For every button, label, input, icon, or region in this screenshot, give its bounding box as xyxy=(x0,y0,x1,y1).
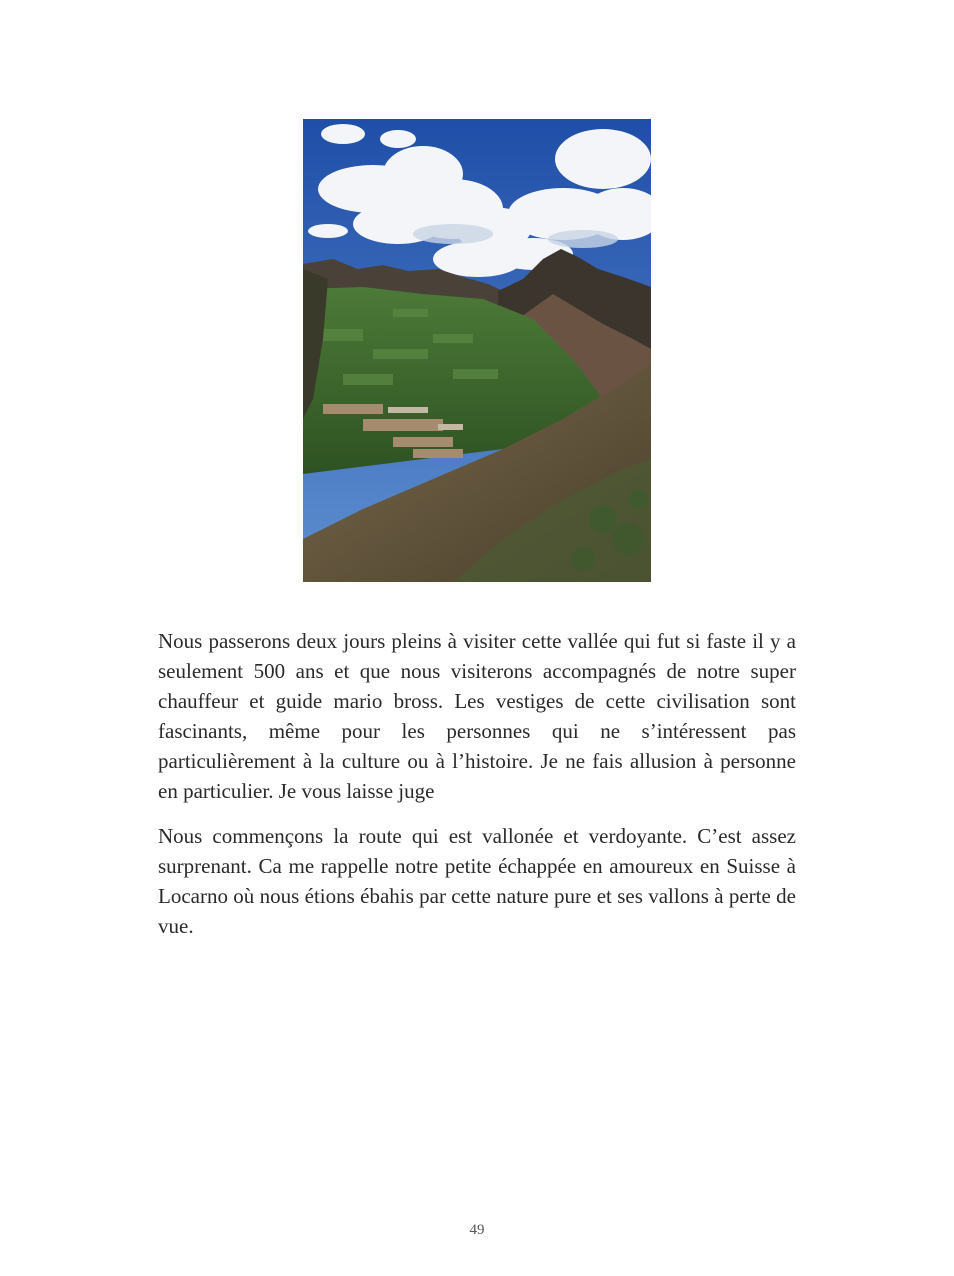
paragraph-1: Nous passerons deux jours pleins à visiter cette vallée qui fut si faste il y a seulement 500 ans et que nous visiterons accompagnés de notre super chauffeur et guide mario bross. Les vestiges de cette civilisation sont fascinants, même pour les personnes qui ne s’intéressent pas particulièrement à la culture ou à l’histoire. Je ne fais allusion à personne en particulier. Je vous laisse juge xyxy=(158,629,796,803)
valley-landscape-image xyxy=(303,119,651,582)
page-number: 49 xyxy=(469,1222,485,1238)
valley-photo xyxy=(303,119,651,582)
paragraph-2: Nous commençons la route qui est vallonée et verdoyante. C’est assez surprenant. Ca me rappelle notre petite échappée en amoureux en Suisse à Locarno où nous étions ébahis par cette nature pure et ses vallons à perte de vue. xyxy=(158,824,796,938)
body-text xyxy=(158,626,796,956)
